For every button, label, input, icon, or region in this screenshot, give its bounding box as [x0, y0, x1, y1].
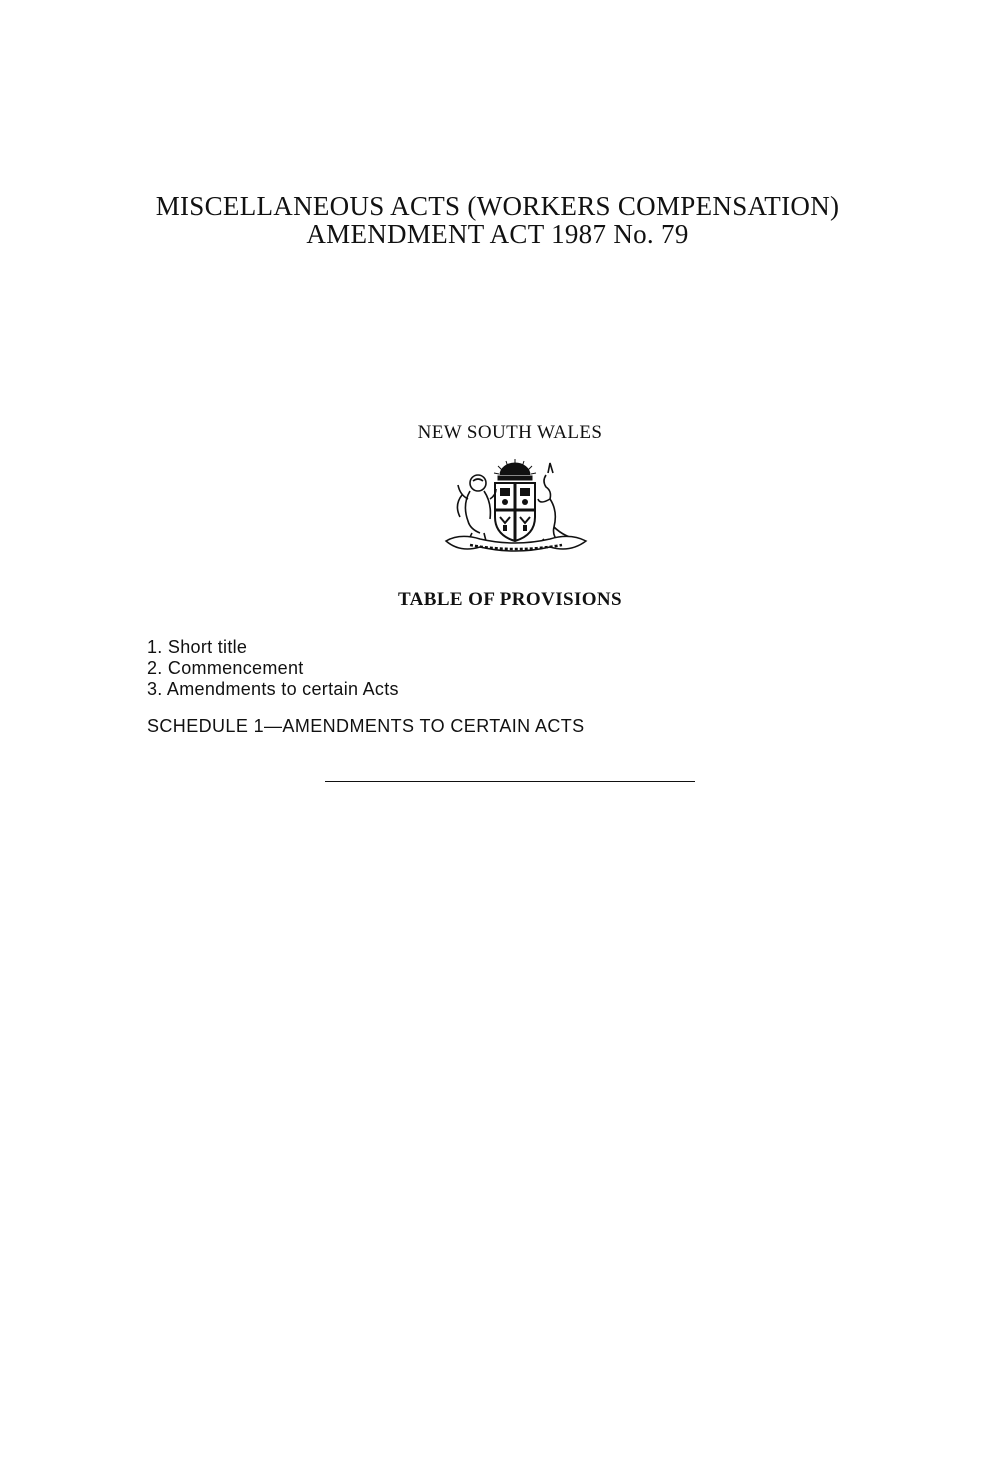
table-of-provisions-heading: TABLE OF PROVISIONS — [397, 589, 623, 610]
act-title-line-2: AMENDMENT ACT 1987 No. 79 — [306, 219, 689, 249]
act-title-line-1: MISCELLANEOUS ACTS (WORKERS COMPENSATION) — [155, 191, 840, 221]
schedule-entry: SCHEDULE 1—AMENDMENTS TO CERTAIN ACTS — [147, 716, 585, 736]
list-item: 2. Commencement — [147, 658, 304, 678]
jurisdiction-heading: NEW SOUTH WALES — [417, 422, 603, 443]
list-item: 3. Amendments to certain Acts — [147, 679, 399, 699]
list-item: 1. Short title — [147, 637, 248, 657]
horizontal-rule — [325, 781, 695, 782]
act-title — [0, 192, 995, 248]
provisions-list — [147, 637, 399, 700]
nsw-coat-of-arms-icon — [440, 455, 590, 555]
